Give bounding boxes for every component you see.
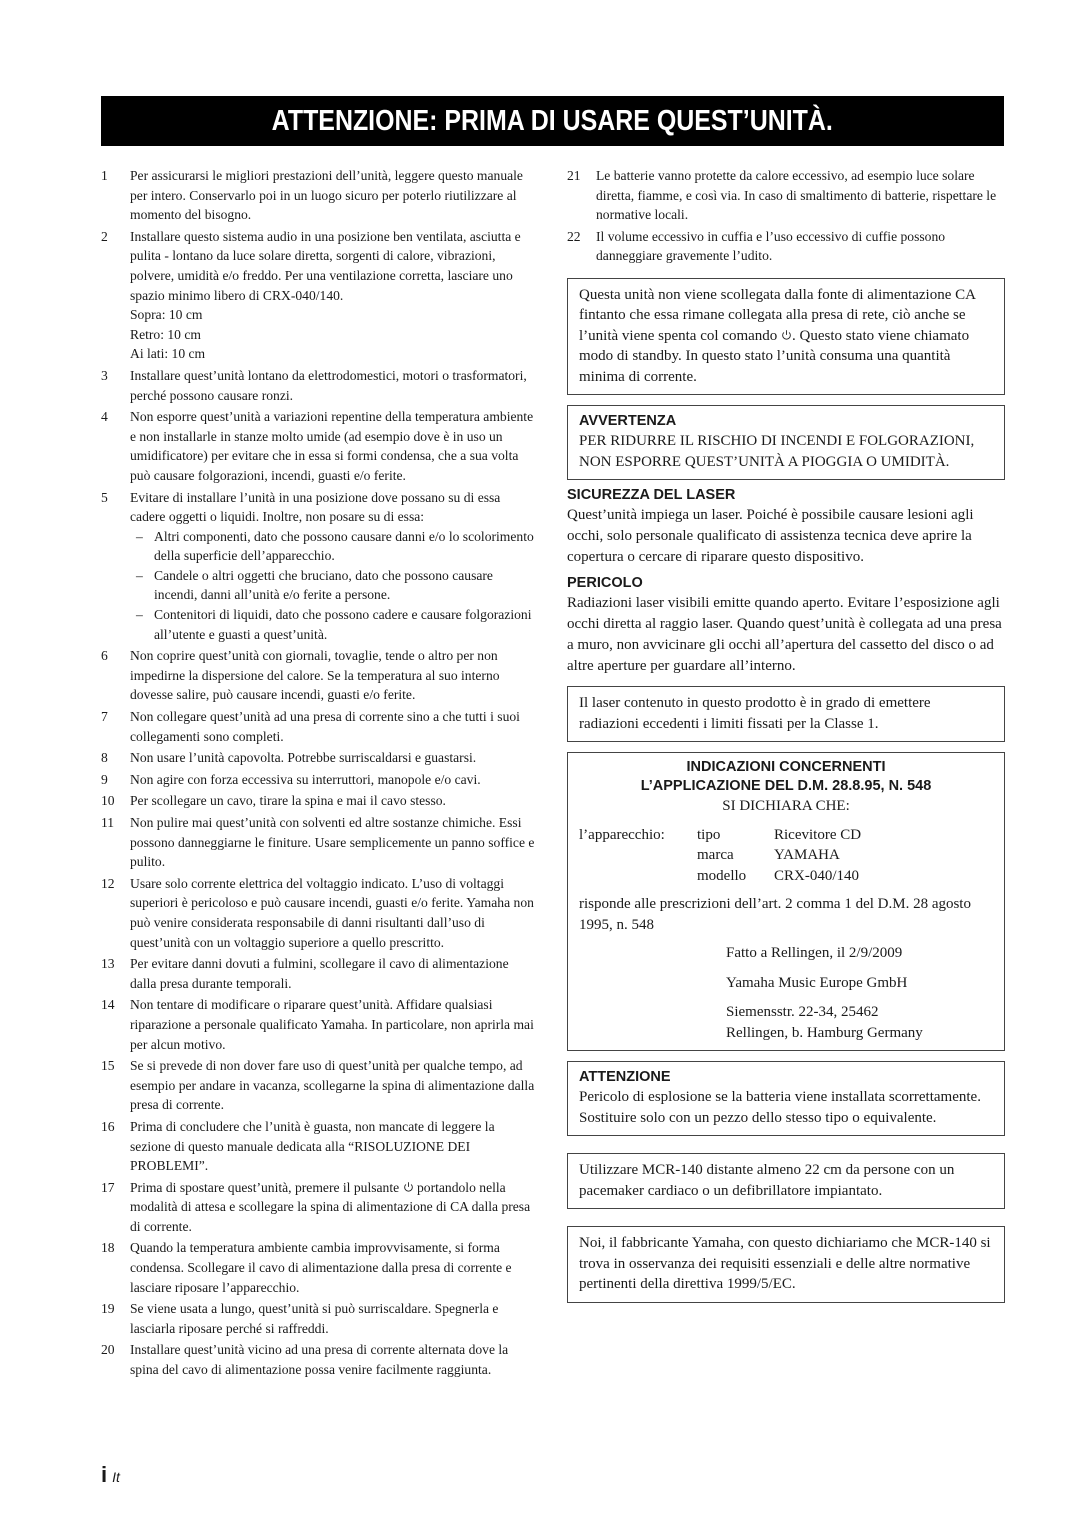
declaration-label: [579, 866, 697, 887]
declaration-heading-1: INDICAZIONI CONCERNENTI: [686, 759, 886, 776]
attenzione-heading: ATTENZIONE: [579, 1069, 671, 1086]
declaration-key: tipo: [697, 826, 721, 843]
item-text-block: [130, 488, 535, 645]
list-item: [101, 770, 535, 790]
conformity-text: Noi, il fabbricante Yamaha, con questo dichiariamo che MCR-140 si trova in osservanza dei requisiti essenziali e delle altre normative pertinenti della direttiva 1999/5/EC.: [579, 1235, 991, 1293]
item-text: Quando la temperatura ambiente cambia improvvisamente, si forma condensa. Scollegare il cavo di alimentazione dalla presa di corrente e lasciare riposare l’apparecchio.: [130, 1240, 512, 1295]
declaration-heading-2: L’APPLICAZIONE DEL D.M. 28.8.95, N. 548: [640, 778, 932, 795]
item-extra-line: Sopra: 10 cm: [130, 307, 203, 323]
item-text: Non tentare di modificare o riparare quest’unità. Affidare qualsiasi riparazione a personale qualificato Yamaha. In particolare, non aprirla mai per alcun motivo.: [130, 997, 534, 1052]
item-text-block: [596, 166, 1005, 225]
list-item: [101, 813, 535, 872]
avvertenza-heading: AVVERTENZA: [579, 413, 677, 430]
list-item: [101, 995, 535, 1054]
standby-text-before: Questa unità non viene scollegata dalla fonte di alimentazione CA fintanto che essa rimane collegata alla presa di rete, ciò anche se l’unità viene spenta col comando: [579, 286, 976, 344]
attenzione-text: Pericolo di esplosione se la batteria viene installata scorrettamente. Sostituire solo con un pezzo dello stesso tipo o equivalente.: [579, 1089, 981, 1126]
item-text: Il volume eccessivo in cuffia e l’uso eccessivo di cuffie possono danneggiare gravemente l’udito.: [596, 228, 946, 264]
item-number: 10: [101, 793, 115, 809]
item-text: Per evitare danni dovuti a fulmini, scollegare il cavo di alimentazione dalla presa durante temporali.: [130, 956, 509, 991]
list-item: [101, 1178, 535, 1237]
item-text: Installare quest’unità lontano da elettrodomestici, motori o trasformatori, perché possono causare ronzi.: [130, 367, 527, 403]
item-text: Evitare di installare l’unità in una posizione dove possano su di essa cadere oggetti o liquidi. Inoltre, non posare su di essa:: [130, 489, 501, 525]
list-item: [101, 488, 535, 645]
item-text: Per scollegare un cavo, tirare la spina e mai il cavo stesso.: [130, 793, 446, 809]
declaration-row: [579, 825, 993, 846]
item-text-block: [130, 954, 535, 993]
sub-item-dash: –: [136, 607, 143, 623]
list-item: [101, 227, 535, 364]
declaration-sub: SI DICHIARA CHE:: [722, 798, 850, 815]
item-number: 19: [101, 1301, 115, 1317]
declaration-row: [579, 866, 993, 887]
pericolo-text: Radiazioni laser visibili emitte quando aperto. Evitare l’esposizione agli occhi diretta al raggio laser. Quando quest’unità è collegata ad una presa a muro, non avvicinare gli occhi all’apertura del cassetto del disco o ad altre aperture per guardare all’interno.: [567, 595, 1002, 675]
laser-class-text: Il laser contenuto in questo prodotto è in grado di emettere radiazioni eccedenti i limiti fissati per la Classe 1.: [579, 695, 931, 732]
right-column: [567, 166, 1005, 1303]
item-text-block: [130, 227, 535, 364]
item-text: Le batterie vanno protette da calore eccessivo, ad esempio luce solare diretta, fiamme, e così via. In caso di smaltimento di batterie, rispettare le normative locali.: [596, 168, 997, 223]
sub-item-text: Altri componenti, dato che possono causare danni e/o lo scolorimento della superficie dell’apparecchio.: [154, 528, 534, 564]
item-text: Non usare l’unità capovolta. Potrebbe surriscaldarsi e guastarsi.: [130, 750, 477, 766]
pacemaker-text: Utilizzare MCR-140 distante almeno 22 cm da persone con un pacemaker cardiaco o un defibrillatore impiantato.: [579, 1162, 955, 1199]
laser-text: Quest’unità impiega un laser. Poiché è possibile causare lesioni agli occhi, solo personale qualificato di assistenza tecnica deve aprire la copertura o cercare di riparare questo dispositivo.: [567, 507, 974, 566]
declaration-text: risponde alle prescrizioni dell’art. 2 comma 1 del D.M. 28 agosto 1995, n. 548: [579, 896, 971, 933]
item-text-block: [130, 1238, 535, 1297]
item-number: 13: [101, 956, 115, 972]
list-item: [101, 954, 535, 993]
sub-item: [130, 527, 535, 566]
item-text: Per assicurarsi le migliori prestazioni dell’unità, leggere questo manuale per intero. Conservarlo poi in un luogo sicuro per poterlo riutilizzare al momento del bisogno.: [130, 168, 523, 223]
item-text-block: [130, 995, 535, 1054]
declaration-address-2: Rellingen, b. Hamburg Germany: [726, 1024, 923, 1041]
pacemaker-box: [567, 1153, 1005, 1209]
declaration-value: YAMAHA: [774, 847, 840, 864]
item-number: 4: [101, 409, 108, 425]
declaration-key: marca: [697, 847, 734, 864]
page-title: ATTENZIONE: PRIMA DI USARE QUEST’UNITÀ.: [271, 104, 834, 137]
declaration-address-1: Siemensstr. 22-34, 25462: [726, 1004, 879, 1021]
page-number: i: [101, 1462, 108, 1487]
item-number: 14: [101, 997, 115, 1013]
item-text-block: [130, 1299, 535, 1338]
item-number: 16: [101, 1118, 115, 1134]
declaration-company: Yamaha Music Europe GmbH: [726, 974, 908, 991]
sub-item-dash: –: [136, 567, 143, 583]
list-item: [101, 366, 535, 405]
avvertenza-box: [567, 405, 1005, 480]
standby-text-after: . Questo stato viene chiamato modo di standby. In questo stato l’unità consuma una quantità minima di corrente.: [579, 327, 970, 385]
standby-box: [567, 278, 1005, 396]
list-item: [101, 1056, 535, 1115]
list-item: [101, 1117, 535, 1176]
laser-heading: SICUREZZA DEL LASER: [567, 487, 736, 504]
item-text-block: [130, 1056, 535, 1115]
item-text-block: [130, 748, 535, 768]
item-text-block: [130, 646, 535, 705]
item-number: 22: [567, 228, 581, 244]
declaration-key: modello: [697, 867, 747, 884]
item-text-block: [130, 407, 535, 485]
item-text: Installare questo sistema audio in una posizione ben ventilata, asciutta e pulita - lontano da luce solare diretta, sorgenti di calore, vibrazioni, polvere, umidità e/o freddo. Per una ventilazione corretta, lasciare uno spazio minimo libero di CRX-040/140.: [130, 228, 521, 303]
title-bar: [101, 96, 1004, 146]
list-item: [101, 646, 535, 705]
item-extra-line: Ai lati: 10 cm: [130, 346, 206, 362]
item-text-block: [130, 813, 535, 872]
item-number: 9: [101, 771, 108, 787]
item-text: Prima di concludere che l’unità è guasta, non mancate di leggere la sezione di questo manuale dedicata alla “RISOLUZIONE DEI PROBLEMI”.: [130, 1118, 495, 1174]
item-number: 8: [101, 750, 108, 766]
item-text: Usare solo corrente elettrica del voltaggio indicato. L’uso di voltaggi superiori è pericoloso e può causare incendi, guasti e/o ferite. Yamaha non può venire considerata responsabile di danni risultanti dall’uso di quest’unità con un voltaggio superiore a quello prescritto.: [130, 875, 534, 950]
list-item: [101, 707, 535, 746]
declaration-value: CRX-040/140: [774, 867, 860, 884]
sub-item-dash: –: [136, 528, 143, 544]
item-extra-line: Retro: 10 cm: [130, 326, 201, 342]
item-text: Non esporre quest’unità a variazioni repentine della temperatura ambiente e non installarle in stanze molto umide (ad esempio dove è in uso un umidificatore) per evitare che in essa si formi condensa, che a sua volta può causare folgorazioni, incendi, guasti e/o ferite.: [130, 409, 534, 483]
item-text: Se viene usata a lungo, quest’unità si può surriscaldare. Spegnerla e lasciarla riposare perché si raffreddi.: [130, 1301, 499, 1336]
language-code: It: [112, 1469, 120, 1485]
laser-class-box: [567, 686, 1005, 742]
item-text-block: [130, 1340, 535, 1379]
item-number: 18: [101, 1240, 115, 1256]
list-item: [101, 1340, 535, 1379]
item-number: 6: [101, 648, 108, 664]
list-item: [101, 791, 535, 811]
list-item: [101, 166, 535, 225]
item-text-block: [130, 366, 535, 405]
item-text-block: [130, 791, 535, 811]
item-text-block: [130, 707, 535, 746]
item-number: 2: [101, 228, 108, 244]
item-number: 3: [101, 367, 108, 383]
attenzione-box: [567, 1061, 1005, 1136]
power-icon: [781, 329, 792, 341]
declaration-place: Fatto a Rellingen, il 2/9/2009: [726, 945, 903, 962]
sub-item: [130, 605, 535, 644]
conformity-box: [567, 1226, 1005, 1303]
list-item: [101, 874, 535, 952]
list-item: [101, 1299, 535, 1338]
item-number: 17: [101, 1179, 115, 1195]
item-text: Non collegare quest’unità ad una presa di corrente sino a che tutti i suoi collegamenti sono completi.: [130, 709, 520, 744]
item-text-block: [130, 1178, 535, 1237]
list-item: [567, 227, 1005, 266]
item-text-block: [130, 1117, 535, 1176]
declaration-row: [579, 845, 993, 866]
item-text-block: [130, 874, 535, 952]
pericolo-heading: PERICOLO: [567, 575, 643, 592]
item-text-after: portandolo nella modalità di attesa e scollegare la spina di alimentazione di CA dalla presa di corrente.: [130, 1179, 531, 1234]
item-text: Non agire con forza eccessiva su interruttori, manopole e/o cavi.: [130, 771, 481, 787]
item-number: 5: [101, 489, 108, 505]
item-text-block: [130, 166, 535, 225]
declaration-box: [567, 752, 1005, 1051]
item-number: 11: [101, 815, 115, 830]
list-item: [101, 407, 535, 485]
item-text-before: Prima di spostare quest’unità, premere il pulsante: [130, 1179, 400, 1195]
list-item: [101, 748, 535, 768]
list-item: [101, 1238, 535, 1297]
declaration-label: l’apparecchio:: [579, 826, 665, 843]
item-text-block: [130, 770, 535, 790]
item-number: 1: [101, 168, 108, 183]
item-number: 15: [101, 1058, 115, 1074]
item-text: Installare quest’unità vicino ad una presa di corrente alternata dove la spina del cavo di alimentazione possa venire facilmente raggiunta.: [130, 1342, 509, 1378]
item-number: 7: [101, 709, 108, 725]
avvertenza-text: PER RIDURRE IL RISCHIO DI INCENDI E FOLGORAZIONI, NON ESPORRE QUEST’UNITÀ A PIOGGIA O UMIDITÀ.: [579, 433, 975, 470]
item-number: 21: [567, 168, 581, 183]
sub-item-text: Contenitori di liquidi, dato che possono cadere e causare folgorazioni all’utente e guasti a quest’unità.: [154, 607, 532, 642]
sub-item: [130, 566, 535, 605]
item-text: Non pulire mai quest’unità con solventi ed altre sostanze chimiche. Essi possono danneggiarne le finiture. Usare semplicemente un panno soffice e pulito.: [130, 815, 535, 870]
item-text: Se si prevede di non dover fare uso di quest’unità per qualche tempo, ad esempio per andare in vacanza, scollegarne la spina di alimentazione dalla presa di corrente.: [130, 1058, 535, 1113]
power-icon: [403, 1181, 414, 1193]
page-footer: [101, 1462, 120, 1488]
item-text: Non coprire quest’unità con giornali, tovaglie, tende o altro per non impedirne la dispersione del calore. Se la temperatura al suo interno dovesse salire, può causare incendi, guasti e/o ferite.: [130, 648, 500, 703]
left-column: [101, 166, 535, 1382]
declaration-value: Ricevitore CD: [774, 826, 862, 843]
sub-item-text: Candele o altri oggetti che bruciano, dato che possono causare incendi, danni all’unità e/o ferite a persone.: [154, 567, 493, 603]
list-item: [567, 166, 1005, 225]
declaration-label: [579, 845, 697, 866]
item-number: 20: [101, 1342, 115, 1358]
item-number: 12: [101, 875, 115, 891]
item-text-block: [596, 227, 1005, 266]
